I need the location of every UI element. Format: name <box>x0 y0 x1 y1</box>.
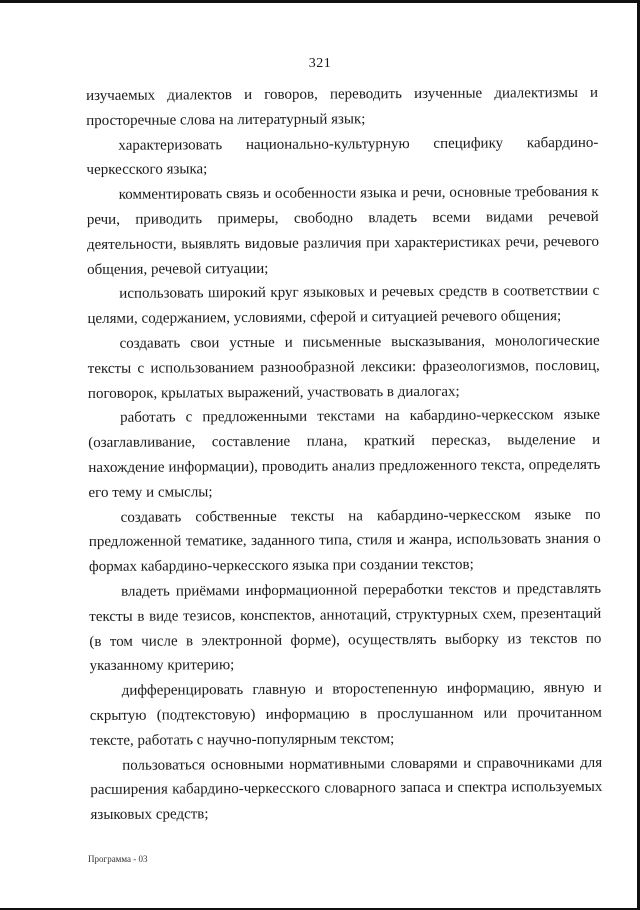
scan-edge-top <box>0 0 640 3</box>
paragraph: комментировать связь и особенности языка и речи, основные требования к речи, приводить примеры, свободно владеть всеми видами речевой деятельности, выявлять видовые различия при характеристиках речи, речевого общения, речевой ситуации; <box>86 184 600 278</box>
paragraph: изучаемых диалектов и говоров, переводить изученные диалектизмы и просторечные слова на литературный язык; <box>86 84 599 129</box>
paragraph: дифференцировать главную и второстепенную информацию, явную и скрытую (подтекстовую) информацию в прослушанном или прочитанном тексте, работать с научно-популярным текстом; <box>89 679 602 749</box>
paragraph: создавать собственные тексты на кабардино-черкесском языке по предложенной тематике, заданного типа, стиля и жанра, использовать знания о формах кабардино-черкесского языка при создании текстов; <box>88 506 601 576</box>
paragraph: пользоваться основными нормативными словарями и справочниками для расширения кабардино-черкесского словарного запаса и спектра используемых языковых средств; <box>90 754 603 824</box>
document-body <box>86 81 603 828</box>
footer-program-label: Программа - 03 <box>88 854 148 864</box>
paragraph: характеризовать национально-культурную специфику кабардино-черкесского языка; <box>86 134 599 179</box>
paragraph: работать с предложенными текстами на кабардино-черкесском языке (озаглавливание, составление плана, краткий пересказ, выделение и нахождение информации), проводить анализ предложенного текста, определять его тему и смыслы; <box>88 407 601 501</box>
paragraph: создавать свои устные и письменные высказывания, монологические тексты с использованием разнообразной лексики: фразеологизмов, пословиц, поговорок, крылатых выражений, участвовать в диалогах; <box>87 332 600 402</box>
paragraph: владеть приёмами информационной переработки текстов и представлять тексты в виде тезисов, конспектов, аннотаций, структурных схем, презентаций (в том числе в электронной форме), осуществлять выборку из текстов по указанному критерию; <box>89 580 602 675</box>
paragraph: использовать широкий круг языковых и речевых средств в соответствии с целями, содержанием, условиями, сферой и ситуацией речевого общения; <box>87 283 600 328</box>
page-number: 321 <box>308 56 332 71</box>
